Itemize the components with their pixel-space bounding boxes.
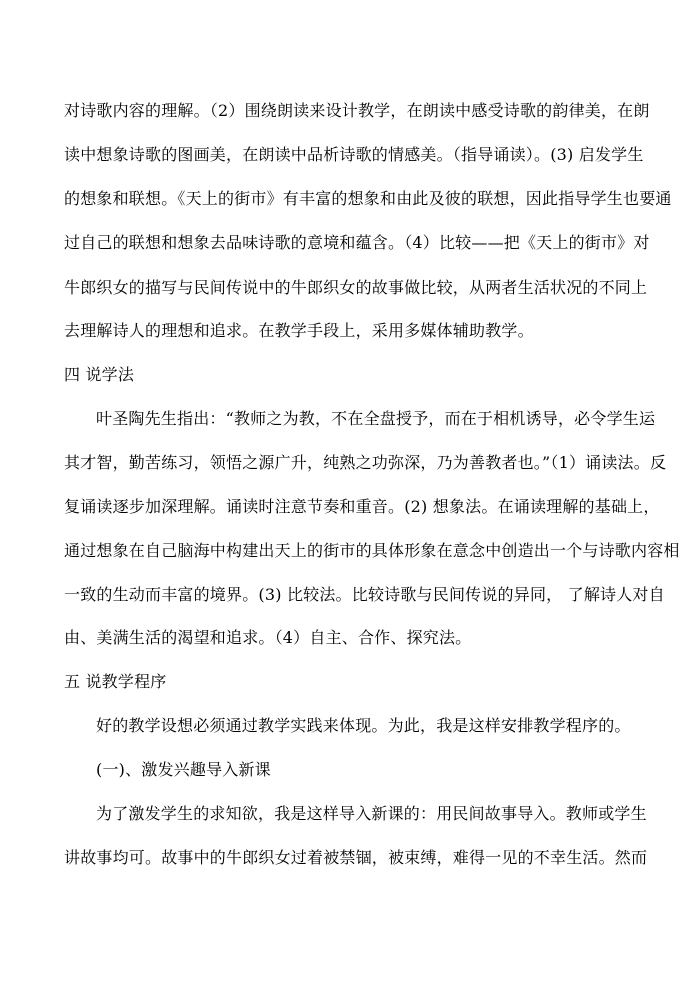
body-text-line: 好的教学设想必须通过教学实践来体现。为此，我是这样安排教学程序的。 (96, 716, 631, 735)
body-text-line: 通过想象在自己脑海中构建出天上的街市的具体形象在意念中创造出一个与诗歌内容相 (64, 541, 680, 560)
body-text-line: 牛郎织女的描写与民间传说中的牛郎织女的故事做比较，从两者生活状况的不同上 (64, 278, 648, 297)
body-text-line: 去理解诗人的理想和追求。在教学手段上，采用多媒体辅助教学。 (64, 321, 534, 340)
body-text-line: 复诵读逐步加深理解。诵读时注意节奏和重音。(2) 想象法。在诵读理解的基础上， (64, 497, 660, 516)
body-text-line: 的想象和联想。《天上的街市》有丰富的想象和由此及彼的联想，因此指导学生也要通 (64, 189, 672, 208)
body-text-line: 对诗歌内容的理解。（2）围绕朗读来设计教学，在朗读中感受诗歌的韵律美，在朗 (64, 101, 650, 120)
subsection-heading: (一)、激发兴趣导入新课 (96, 760, 271, 779)
body-text-line: 其才智，勤苦练习，领悟之源广升，纯熟之功弥深，乃为善教者也。”（1）诵读法。反 (64, 453, 667, 472)
section-heading: 四 说学法 (64, 365, 135, 384)
body-text-line: 为了激发学生的求知欲，我是这样导入新课的：用民间故事导入。教师或学生 (96, 804, 647, 823)
body-text-line: 过自己的联想和想象去品味诗歌的意境和蕴含。（4）比较——把《天上的街市》对 (64, 233, 650, 252)
section-heading: 五 说教学程序 (64, 672, 167, 691)
body-text-line: 叶圣陶先生指出：“教师之为教，不在全盘授予，而在于相机诱导，必令学生运 (96, 409, 656, 428)
body-text-line: 读中想象诗歌的图画美，在朗读中品析诗歌的情感美。（指导诵读）。(3) 启发学生 (64, 145, 644, 164)
body-text-line: 由、美满生活的渴望和追求。（4）自主、合作、探究法。 (64, 628, 472, 647)
body-text-line: 讲故事均可。故事中的牛郎织女过着被禁锢，被束缚，难得一见的不幸生活。然而 (64, 848, 648, 867)
body-text-line: 一致的生动而丰富的境界。(3) 比较法。比较诗歌与民间传说的异同， 了解诗人对自 (64, 585, 665, 604)
